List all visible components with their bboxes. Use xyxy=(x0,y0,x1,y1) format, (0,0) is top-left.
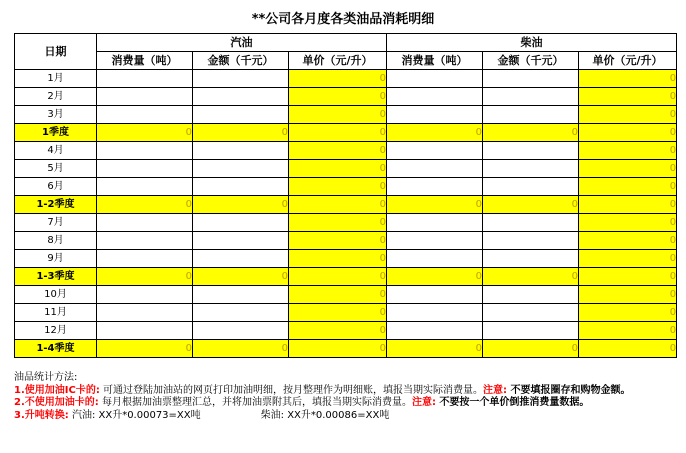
data-cell[interactable]: 0 xyxy=(97,196,193,214)
data-cell[interactable] xyxy=(97,250,193,268)
diesel-unit-price-header[interactable]: 单价（元/升） xyxy=(579,52,677,70)
data-cell[interactable] xyxy=(97,106,193,124)
diesel-consumption-header[interactable]: 消费量（吨） xyxy=(387,52,483,70)
data-cell[interactable] xyxy=(97,160,193,178)
data-cell[interactable]: 0 xyxy=(387,196,483,214)
month-label-cell[interactable]: 6月 xyxy=(15,178,97,196)
note-line-1 xyxy=(14,385,676,398)
data-cell[interactable] xyxy=(193,88,289,106)
data-cell[interactable] xyxy=(483,232,579,250)
data-cell[interactable]: 0 xyxy=(579,214,677,232)
data-cell[interactable] xyxy=(387,304,483,322)
data-cell[interactable] xyxy=(193,70,289,88)
data-cell[interactable]: 0 xyxy=(579,178,677,196)
data-cell[interactable] xyxy=(387,70,483,88)
month-label-cell[interactable]: 4月 xyxy=(15,142,97,160)
data-cell[interactable]: 0 xyxy=(289,142,387,160)
note3-diesel: 柴油: XX升*0.00086=XX吨 xyxy=(260,409,390,421)
month-label-cell[interactable]: 3月 xyxy=(15,106,97,124)
data-cell[interactable] xyxy=(387,322,483,340)
data-cell[interactable]: 0 xyxy=(579,124,677,142)
notes-heading: 油品统计方法: xyxy=(14,372,78,383)
data-cell[interactable] xyxy=(483,304,579,322)
fuel-table xyxy=(14,33,677,358)
data-cell[interactable] xyxy=(483,160,579,178)
table-body xyxy=(15,70,677,358)
diesel-amount-header[interactable]: 金额（千元） xyxy=(483,52,579,70)
sheet-title: **公司各月度各类油品消耗明细 xyxy=(251,12,435,27)
data-cell[interactable] xyxy=(97,286,193,304)
month-label-cell[interactable]: 2月 xyxy=(15,88,97,106)
diesel-header[interactable]: 柴油 xyxy=(387,34,677,52)
data-cell[interactable] xyxy=(97,142,193,160)
data-cell[interactable] xyxy=(483,106,579,124)
quarter-label-cell[interactable]: 1-3季度 xyxy=(15,268,97,286)
note1-text: 可通过登陆加油站的网页打印加油明细，按月整理作为明细账，填报当期实际消费量。 xyxy=(99,384,484,396)
month-label-cell[interactable]: 1月 xyxy=(15,70,97,88)
data-cell[interactable] xyxy=(483,88,579,106)
quarter-label-cell[interactable]: 1-4季度 xyxy=(15,340,97,358)
data-cell[interactable]: 0 xyxy=(579,340,677,358)
quarter-row xyxy=(15,196,677,214)
note-line-3 xyxy=(14,410,676,423)
data-cell[interactable] xyxy=(483,286,579,304)
data-cell[interactable] xyxy=(193,286,289,304)
data-cell[interactable]: 0 xyxy=(289,70,387,88)
gas-consumption-header[interactable]: 消费量（吨） xyxy=(97,52,193,70)
gasoline-header[interactable]: 汽油 xyxy=(97,34,387,52)
month-label-cell[interactable]: 5月 xyxy=(15,160,97,178)
note-line-2 xyxy=(14,397,676,410)
note2-warning: 不要按一个单价倒推消费量数据。 xyxy=(435,397,590,408)
data-cell[interactable] xyxy=(483,250,579,268)
data-cell[interactable] xyxy=(387,160,483,178)
data-cell[interactable]: 0 xyxy=(579,232,677,250)
month-label-cell[interactable]: 7月 xyxy=(15,214,97,232)
month-row xyxy=(15,322,677,340)
gas-unit-price-header[interactable]: 单价（元/升） xyxy=(289,52,387,70)
data-cell[interactable]: 0 xyxy=(289,340,387,358)
data-cell[interactable] xyxy=(97,88,193,106)
data-cell[interactable]: 0 xyxy=(289,214,387,232)
data-cell[interactable] xyxy=(193,160,289,178)
data-cell[interactable]: 0 xyxy=(483,124,579,142)
data-cell[interactable]: 0 xyxy=(387,268,483,286)
data-cell[interactable]: 0 xyxy=(579,268,677,286)
note1-warning-label: 注意: xyxy=(483,384,508,396)
data-cell[interactable]: 0 xyxy=(579,196,677,214)
data-cell[interactable]: 0 xyxy=(579,304,677,322)
data-cell[interactable]: 0 xyxy=(193,124,289,142)
data-cell[interactable] xyxy=(387,178,483,196)
data-cell[interactable]: 0 xyxy=(579,160,677,178)
data-cell[interactable]: 0 xyxy=(483,340,579,358)
data-cell[interactable]: 0 xyxy=(387,340,483,358)
quarter-row xyxy=(15,268,677,286)
data-cell[interactable] xyxy=(483,142,579,160)
month-row xyxy=(15,250,677,268)
data-cell[interactable] xyxy=(483,70,579,88)
date-header[interactable]: 日期 xyxy=(15,34,97,70)
data-cell[interactable]: 0 xyxy=(289,178,387,196)
data-cell[interactable] xyxy=(387,214,483,232)
quarter-label-cell[interactable]: 1季度 xyxy=(15,124,97,142)
data-cell[interactable] xyxy=(387,142,483,160)
data-cell[interactable]: 0 xyxy=(289,232,387,250)
data-cell[interactable]: 0 xyxy=(97,268,193,286)
data-cell[interactable] xyxy=(483,214,579,232)
data-cell[interactable]: 0 xyxy=(193,196,289,214)
quarter-label-cell[interactable]: 1-2季度 xyxy=(15,196,97,214)
data-cell[interactable]: 0 xyxy=(579,322,677,340)
month-row xyxy=(15,304,677,322)
data-cell[interactable]: 0 xyxy=(289,160,387,178)
data-cell[interactable] xyxy=(97,322,193,340)
month-label-cell[interactable]: 9月 xyxy=(15,250,97,268)
month-row xyxy=(15,70,677,88)
month-row xyxy=(15,178,677,196)
data-cell[interactable] xyxy=(97,178,193,196)
data-cell[interactable]: 0 xyxy=(289,304,387,322)
data-cell[interactable]: 0 xyxy=(579,250,677,268)
data-cell[interactable] xyxy=(387,88,483,106)
data-cell[interactable]: 0 xyxy=(579,88,677,106)
data-cell[interactable]: 0 xyxy=(289,268,387,286)
data-cell[interactable]: 0 xyxy=(289,88,387,106)
data-cell[interactable]: 0 xyxy=(579,106,677,124)
month-row xyxy=(15,232,677,250)
month-label-cell[interactable]: 8月 xyxy=(15,232,97,250)
gas-amount-header[interactable]: 金额（千元） xyxy=(193,52,289,70)
data-cell[interactable] xyxy=(193,142,289,160)
data-cell[interactable]: 0 xyxy=(289,250,387,268)
notes-block xyxy=(14,372,676,422)
note3-gasoline: 汽油: XX升*0.00073=XX吨 xyxy=(68,409,201,421)
month-label-cell[interactable]: 12月 xyxy=(15,322,97,340)
data-cell[interactable] xyxy=(193,250,289,268)
data-cell[interactable]: 0 xyxy=(97,340,193,358)
data-cell[interactable]: 0 xyxy=(483,268,579,286)
month-label-cell[interactable]: 11月 xyxy=(15,304,97,322)
data-cell[interactable]: 0 xyxy=(579,142,677,160)
data-cell[interactable]: 0 xyxy=(387,124,483,142)
month-row xyxy=(15,214,677,232)
quarter-row xyxy=(15,124,677,142)
data-cell[interactable]: 0 xyxy=(579,70,677,88)
note3-prefix: 3.升吨转换: xyxy=(14,409,69,421)
data-cell[interactable] xyxy=(193,178,289,196)
data-cell[interactable]: 0 xyxy=(193,268,289,286)
data-cell[interactable] xyxy=(483,178,579,196)
data-cell[interactable] xyxy=(193,304,289,322)
month-row xyxy=(15,106,677,124)
data-cell[interactable] xyxy=(193,232,289,250)
data-cell[interactable] xyxy=(193,214,289,232)
note2-prefix: 2.不使用加油卡的: xyxy=(14,397,99,408)
data-cell[interactable] xyxy=(97,70,193,88)
data-cell[interactable]: 0 xyxy=(289,196,387,214)
data-cell[interactable] xyxy=(483,322,579,340)
month-row xyxy=(15,160,677,178)
data-cell[interactable]: 0 xyxy=(193,340,289,358)
data-cell[interactable]: 0 xyxy=(97,124,193,142)
data-cell[interactable] xyxy=(387,232,483,250)
note2-text: 每月根据加油票整理汇总，并将加油票附其后，填报当期实际消费量。 xyxy=(98,397,412,408)
data-cell[interactable] xyxy=(387,250,483,268)
data-cell[interactable]: 0 xyxy=(289,106,387,124)
data-cell[interactable]: 0 xyxy=(483,196,579,214)
month-row xyxy=(15,286,677,304)
data-cell[interactable]: 0 xyxy=(289,286,387,304)
note2-warning-label: 注意: xyxy=(411,397,436,408)
data-cell[interactable] xyxy=(97,304,193,322)
data-cell[interactable]: 0 xyxy=(289,322,387,340)
data-cell[interactable]: 0 xyxy=(289,124,387,142)
data-cell[interactable] xyxy=(97,214,193,232)
month-label-cell[interactable]: 10月 xyxy=(15,286,97,304)
data-cell[interactable] xyxy=(387,286,483,304)
note1-warning: 不要填报圈存和购物金额。 xyxy=(507,384,631,396)
data-cell[interactable] xyxy=(97,232,193,250)
quarter-row xyxy=(15,340,677,358)
data-cell[interactable] xyxy=(193,106,289,124)
month-row xyxy=(15,142,677,160)
note1-prefix: 1.使用加油IC卡的: xyxy=(14,384,100,396)
data-cell[interactable] xyxy=(193,322,289,340)
month-row xyxy=(15,88,677,106)
data-cell[interactable] xyxy=(387,106,483,124)
data-cell[interactable]: 0 xyxy=(579,286,677,304)
